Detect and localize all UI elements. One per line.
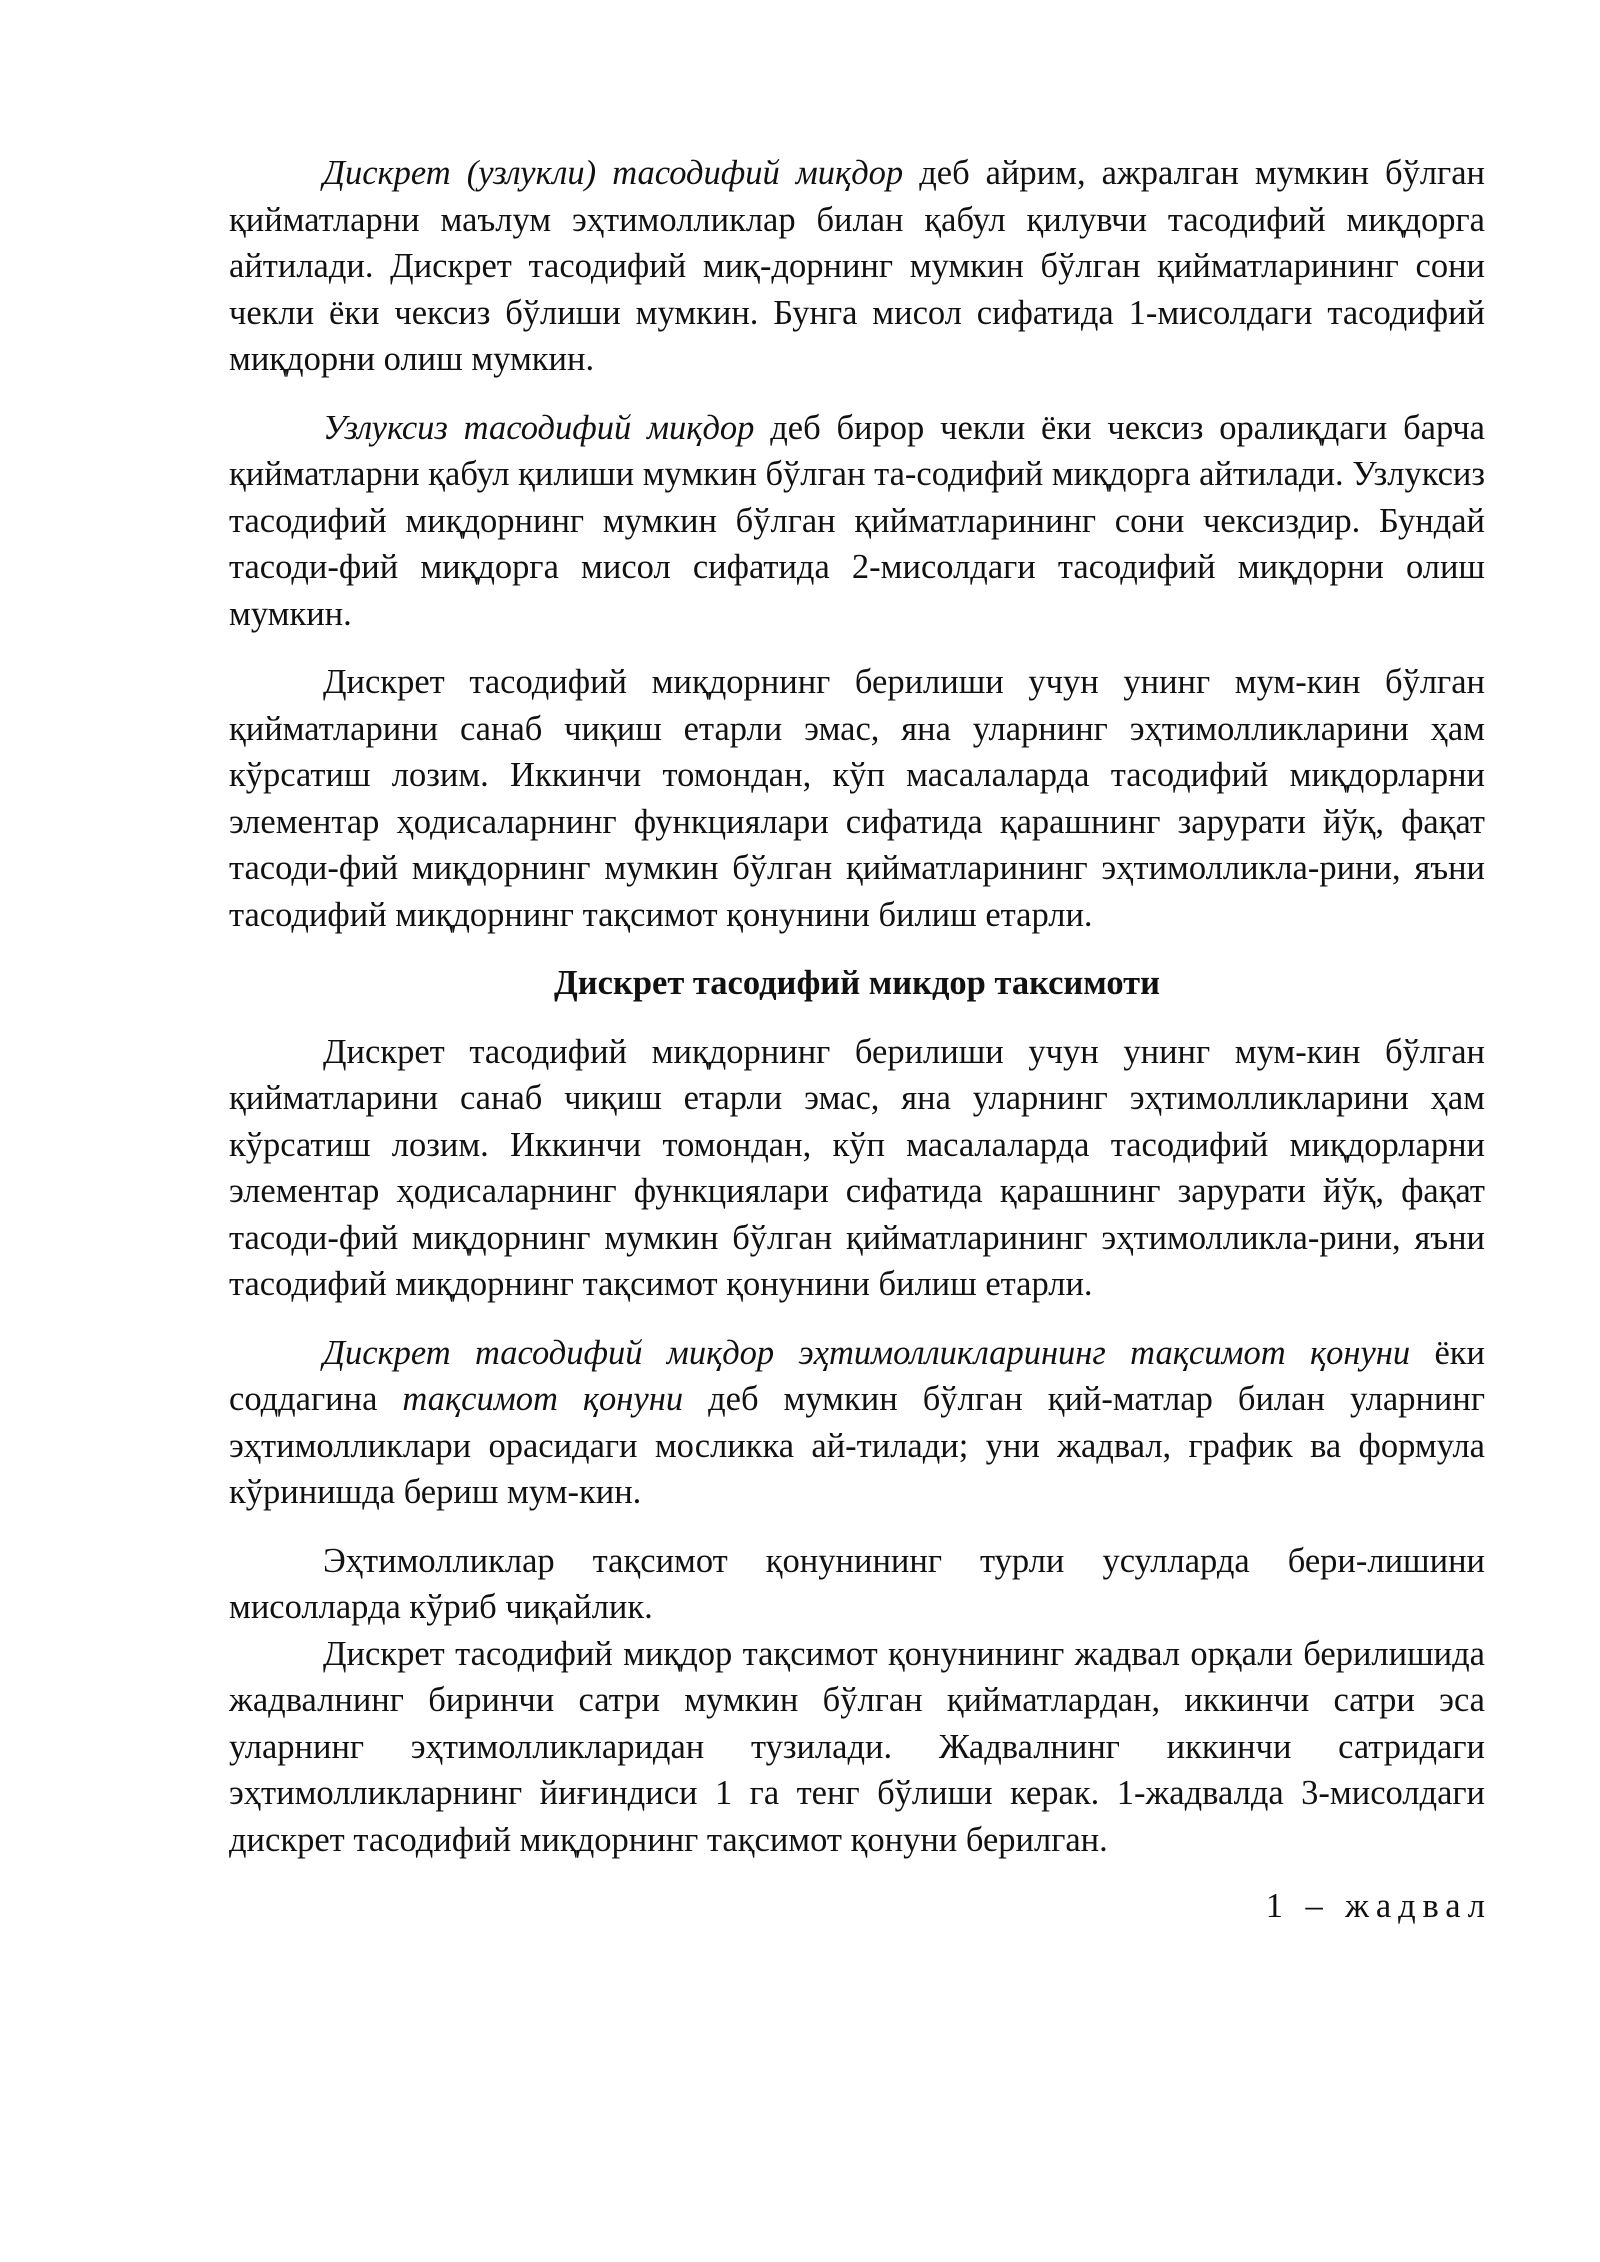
paragraph-text: ёки соддагина xyxy=(229,1333,1485,1418)
term-distribution-law-short: тақсимот қонуни xyxy=(402,1380,684,1418)
paragraph-continuous-definition xyxy=(229,405,1485,638)
section-heading: Дискрет тасодифий микдор таксимоти xyxy=(554,964,1160,1002)
term-continuous-random-variable: Узлуксиз тасодифий миқдор xyxy=(323,408,755,447)
document-body xyxy=(229,150,1492,1930)
paragraph-text: деб мумкин бўлган қий-матлар билан уларнинг эҳтимолликлари орасидаги мосликка ай-тилади; уни жадвал, график ва формула кўринишда бериш мум-кин. xyxy=(229,1380,1485,1511)
paragraph-text: деб айрим, ажралган мумкин бўлган қийматларни маълум эҳтимолликлар билан қабул қилувчи тасодифий миқдорга айтилади. Дискрет тасодифий миқ-дорнинг мумкин бўлган қийматларининг сони чекли ёки чексиз бўлиши мумкин. Бунга мисол сифатида 1-мисолдаги тасодифий миқдорни олиш мумкин. xyxy=(229,154,1485,378)
term-distribution-law: Дискрет тасодифий миқдор эҳтимолликларининг тақсимот қонуни xyxy=(323,1333,1411,1372)
paragraph-distribution-law-definition xyxy=(229,1330,1485,1516)
paragraph-distribution-repeat: Дискрет тасодифий миқдорнинг берилиши учун унинг мум-кин бўлган қийматларини санаб чиқиш етарли эмас, яна уларнинг эҳтимолликларини ҳам кўрсатиш лозим. Иккинчи томондан, кўп масалаларда тасодифий миқдорларни элементар ҳодисаларнинг функциялари сифатида қарашнинг зарурати йўқ, фақат тасоди-фий миқдорнинг мумкин бўлган қийматларининг эҳтимолликла-рини, яъни тасодифий миқдорнинг тақсимот қонунини билиш етарли. xyxy=(229,1032,1485,1303)
paragraph-text: деб бирор чекли ёки чексиз оралиқдаги барча қийматларни қабул қилиши мумкин бўлган та-содифий миқдорга айтилади. Узлуксиз тасодифий миқдорнинг мумкин бўлган қийматларининг сони чексиздир. Бундай тасоди-фий миқдорга мисол сифатида 2-мисолдаги тасодифий миқдорни олиш мумкин. xyxy=(229,408,1485,633)
paragraph-examples-intro: Эҳтимолликлар тақсимот қонунининг турли усулларда бери-лишини мисолларда кўриб чиқайлик. xyxy=(229,1541,1485,1626)
table-caption: 1 – жадвал xyxy=(1265,1887,1492,1925)
paragraph-discrete-definition xyxy=(229,150,1485,383)
paragraph-table-description: Дискрет тасодифий миқдор тақсимот қонунининг жадвал орқали берилишида жадвалнинг биринчи сатри мумкин бўлган қийматлардан, иккинчи сатри эса уларнинг эҳтимолликларидан тузилади. Жадвалнинг иккинчи сатридаги эҳтимолликларнинг йиғиндиси 1 га тенг бўлиши керак. 1-жадвалда 3-мисолдаги дискрет тасодифий миқдорнинг тақсимот қонуни берилган. xyxy=(229,1634,1485,1859)
paragraph-distribution-intro: Дискрет тасодифий миқдорнинг берилиши учун унинг мум-кин бўлган қийматларини санаб чиқиш етарли эмас, яна уларнинг эҳтимолликларини ҳам кўрсатиш лозим. Иккинчи томондан, кўп масалаларда тасодифий миқдорларни элементар ҳодисаларнинг функциялари сифатида қарашнинг зарурати йўқ, фақат тасоди-фий миқдорнинг мумкин бўлган қийматларининг эҳтимолликла-рини, яъни тасодифий миқдорнинг тақсимот қонунини билиш етарли. xyxy=(229,663,1485,934)
term-discrete-random-variable: Дискрет (узлукли) тасодифий миқдор xyxy=(323,154,904,192)
